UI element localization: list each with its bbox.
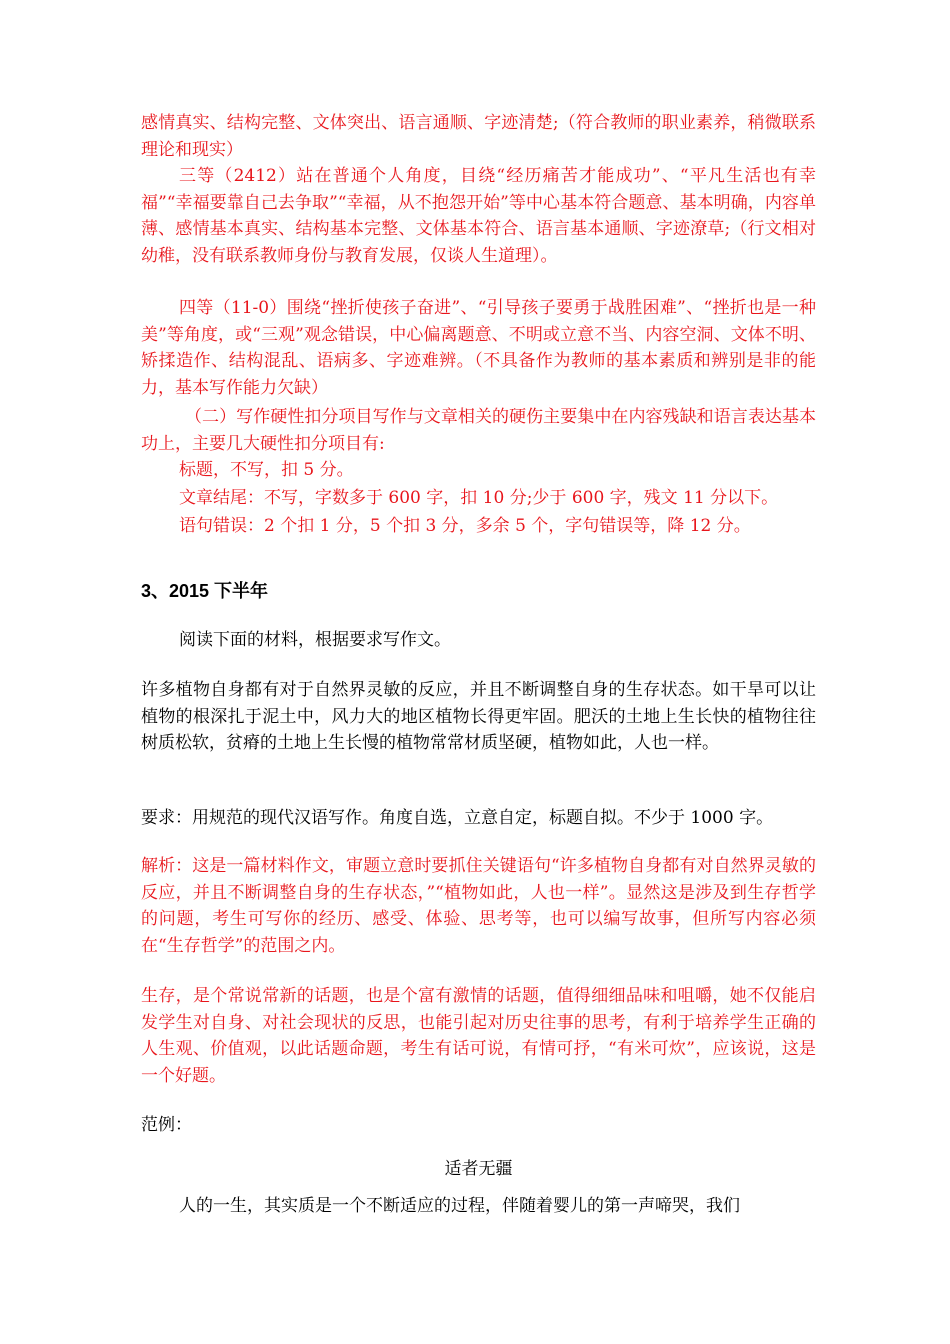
grading-criteria-continued: 感情真实、结构完整、文体突出、语言通顺、字迹清楚;（符合教师的职业素养，稍微联系理论和现实） (141, 113, 816, 160)
deduction-ending: 文章结尾：不写，字数多于 600 字，扣 10 分;少于 600 字，残文 11 分以下。 (179, 488, 779, 508)
analysis-text: 解析：这是一篇材料作文，审题立意时要抓住关键语句“许多植物自身都有对自然界灵敏的反应，并且不断调整自身的生存状态，”“植物如此，人也一样”。显然这是涉及到生存哲学的问题，考生可写你的经历、感受、体验、思考等，也可以编写故事，但所写内容必须在“生存哲学”的范围之内。 (141, 856, 816, 956)
deduction-sentence-errors: 语句错误：2 个扣 1 分，5 个扣 3 分，多余 5 个，字句错误等，降 12 分。 (179, 516, 751, 536)
grade-four-criteria: 四等（11-0）围绕“挫折使孩子奋进”、“引导孩子要勇于战胜困难”、“挫折也是一种美”等角度，或“三观”观念错误，中心偏离题意、不明或立意不当、内容空洞、文体不明、矫揉造作、结构混乱、语病多、字迹难辨。（不具备作为教师的基本素质和辨别是非的能力，基本写作能力欠缺） (141, 298, 816, 398)
section-heading: 3、2015 下半年 (141, 581, 269, 601)
deduction-title: 标题，不写，扣 5 分。 (179, 460, 354, 480)
example-label: 范例： (141, 1115, 192, 1135)
grade-three-criteria: 三等（2412）站在普通个人角度，目绕“经历痛苦才能成功”、“平凡生活也有幸福”“幸福要靠自己去争取”“幸福，从不抱怨开始”等中心基本符合题意、基本明确，内容单薄、感情基本真实、结构基本完整、文体基本符合、语言基本通顺、字迹潦草;（行文相对幼稚，没有联系教师身份与教育发展，仅谈人生道理）。 (141, 166, 816, 266)
instruction-text: 阅读下面的材料，根据要求写作文。 (179, 630, 451, 650)
essay-opening: 人的一生，其实质是一个不断适应的过程，伴随着婴儿的第一声啼哭，我们 (179, 1196, 740, 1216)
commentary-text: 生存，是个常说常新的话题，也是个富有激情的话题，值得细细品味和咀嚼，她不仅能启发学生对自身、对社会现状的反思，也能引起对历史往事的思考，有利于培养学生正确的人生观、价值观，以此话题命题，考生有话可说，有情可抒，“有米可炊”，应该说，这是一个好题。 (141, 986, 816, 1086)
material-text: 许多植物自身都有对于自然界灵敏的反应，并且不断调整自身的生存状态。如干旱可以让植物的根深扎于泥土中，风力大的地区植物长得更牢固。肥沃的土地上生长快的植物往往树质松软，贫瘠的土地上生长慢的植物常常材质坚硬，植物如此，人也一样。 (141, 680, 816, 753)
requirement-text: 要求：用规范的现代汉语写作。角度自选，立意自定，标题自拟。不少于 1000 字。 (141, 808, 774, 828)
essay-title: 适者无疆 (444, 1159, 513, 1179)
deduction-items-intro: （二）写作硬性扣分项目写作与文章相关的硬伤主要集中在内容残缺和语言表达基本功上，主要几大硬性扣分项目有: (141, 407, 816, 454)
